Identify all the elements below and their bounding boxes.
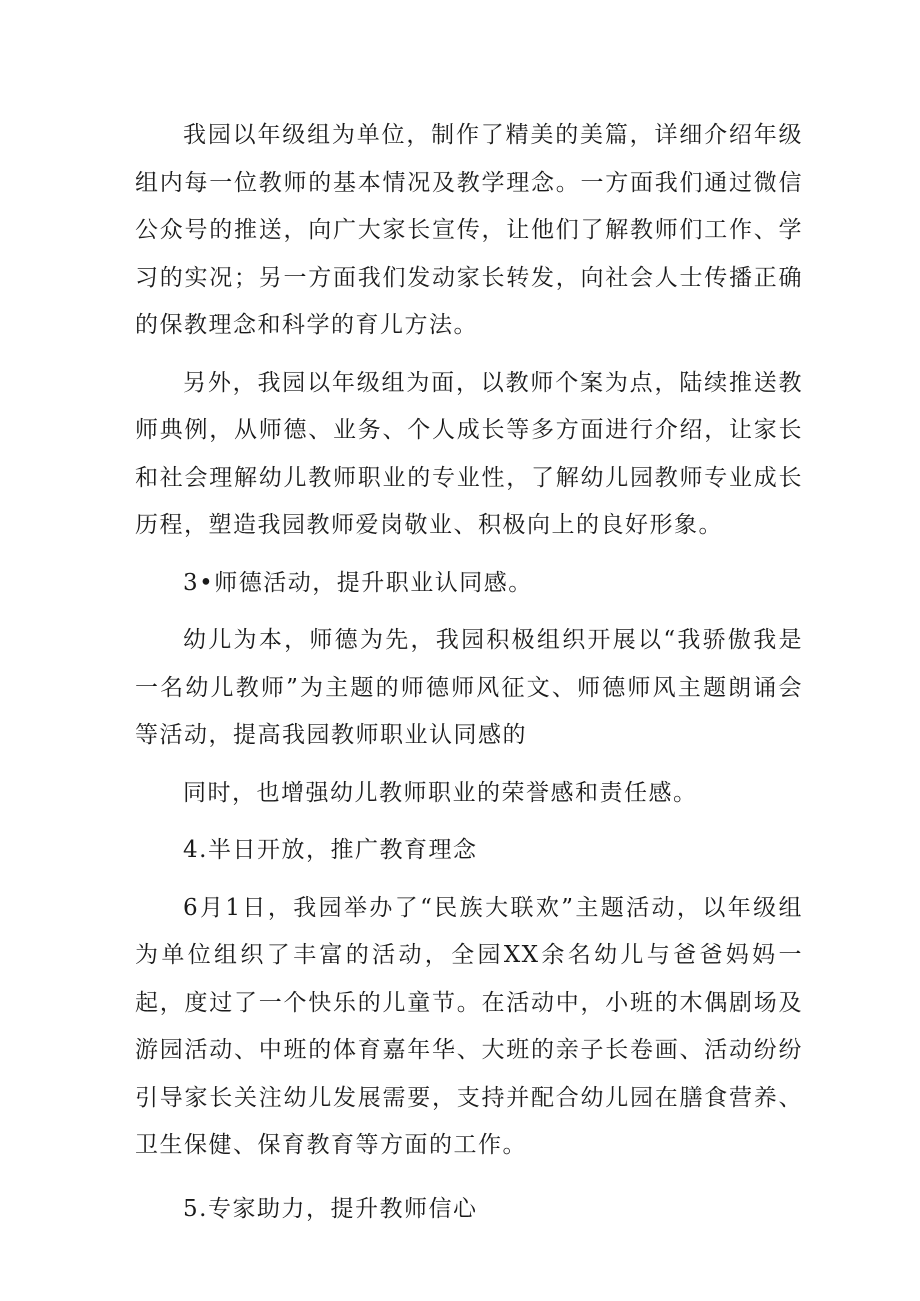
paragraph-ethics-activities: 幼儿为本，师德为先，我园积极组织开展以“我骄傲我是一名幼儿教师”为主题的师德师风征文、师德师风主题朗诵会等活动，提高我园教师职业认同感的 xyxy=(135,627,803,748)
paragraph-childrens-day: 6月1日，我园举办了“民族大联欢”主题活动，以年级组为单位组织了丰富的活动，全园XX余名幼儿与爸爸妈妈一起，度过了一个快乐的儿童节。在活动中，小班的木偶剧场及游园活动、中班的体育嘉年华、大班的亲子长卷画、活动纷纷引导家长关注幼儿发展需要，支持并配合幼儿园在膳食营养、卫生保健、保育教育等方面的工作。 xyxy=(135,894,803,1158)
paragraph-ethics-continued: 同时，也增强幼儿教师职业的荣誉感和责任感。 xyxy=(183,779,698,806)
section-heading-5: 5.专家助力，提升教师信心 xyxy=(183,1195,478,1222)
document-body xyxy=(135,112,803,1243)
paragraph-teacher-cases: 另外，我园以年级组为面，以教师个案为点，陆续推送教师典例，从师德、业务、个人成长等多方面进行介绍，让家长和社会理解幼儿教师职业的专业性，了解幼儿园教师专业成长历程，塑造我园教师爱岗敬业、积极向上的良好形象。 xyxy=(135,369,803,538)
section-heading-4: 4.半日开放，推广教育理念 xyxy=(183,837,478,863)
section-heading-3: 3•师德活动，提升职业认同感。 xyxy=(183,569,533,596)
paragraph-meipian-intro: 我园以年级组为单位，制作了精美的美篇，详细介绍年级组内每一位教师的基本情况及教学理念。一方面我们通过微信公众号的推送，向广大家长宣传，让他们了解教师们工作、学习的实况；另一方面我们发动家长转发，向社会人士传播正确的保教理念和科学的育儿方法。 xyxy=(135,122,803,338)
